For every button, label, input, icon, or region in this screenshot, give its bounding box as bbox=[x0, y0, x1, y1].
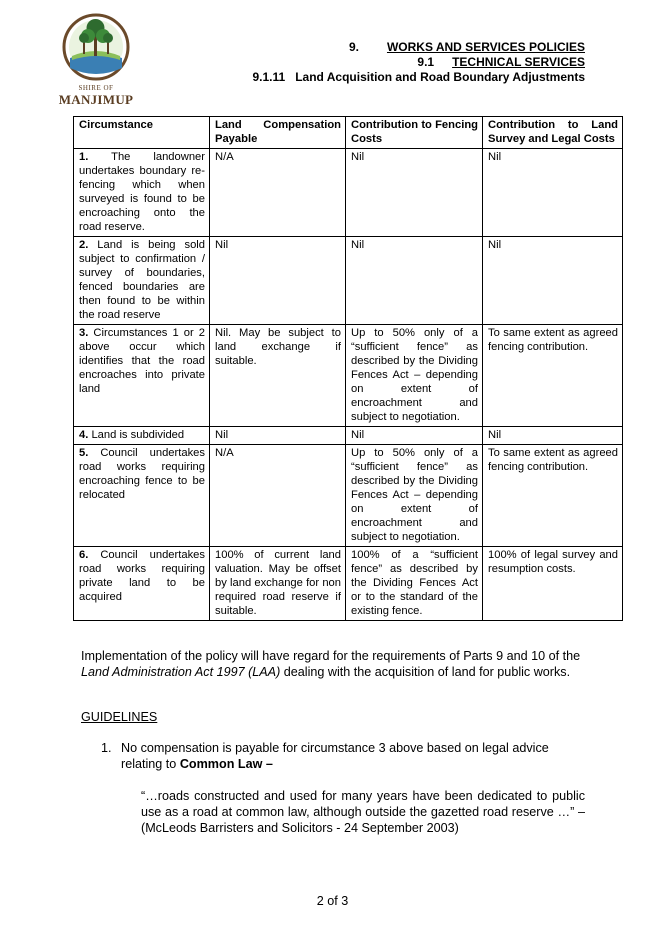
policy-table bbox=[73, 116, 623, 621]
cell-circumstance bbox=[74, 547, 210, 621]
table-row bbox=[74, 445, 623, 547]
column-header-compensation: Land Compensation Payable bbox=[210, 117, 346, 149]
cell-circumstance bbox=[74, 325, 210, 427]
table-row bbox=[74, 149, 623, 237]
implementation-text-end: dealing with the acquisition of land for public works. bbox=[280, 665, 571, 679]
table-header-row bbox=[74, 117, 623, 149]
cell-survey: To same extent as agreed fencing contribution. bbox=[483, 445, 623, 547]
circumstance-text: Circumstances 1 or 2 above occur which identifies that the road encroaches into private land bbox=[79, 327, 206, 395]
header-subsection bbox=[417, 55, 585, 69]
row-number: 5. bbox=[79, 447, 89, 459]
header-subsection-title: TECHNICAL SERVICES bbox=[452, 55, 585, 69]
circumstance-text: The landowner undertakes boundary re-fencing which when surveyed is found to be encroaching onto the road reserve. bbox=[79, 151, 206, 233]
guideline-number: 1. bbox=[101, 741, 112, 755]
row-number: 1. bbox=[79, 151, 89, 163]
circumstance-text: Council undertakes road works requiring private land to be acquired bbox=[79, 549, 205, 603]
guidelines-heading: GUIDELINES bbox=[81, 710, 158, 724]
cell-compensation: 100% of current land valuation. May be offset by land exchange for non required road reserve if suitable. bbox=[210, 547, 346, 621]
cell-survey: Nil bbox=[483, 427, 623, 445]
implementation-paragraph bbox=[81, 648, 591, 680]
cell-survey: 100% of legal survey and resumption costs. bbox=[483, 547, 623, 621]
cell-survey: Nil bbox=[483, 149, 623, 237]
cell-fencing: 100% of a “sufficient fence” as described by the Dividing Fences Act or to the standard of the existing fence. bbox=[346, 547, 483, 621]
header-policy-title: Land Acquisition and Road Boundary Adjustments bbox=[295, 70, 585, 84]
header-section-number: 9. bbox=[348, 40, 359, 54]
circumstance-text: Land is being sold subject to confirmation / survey of boundaries, fenced boundaries are then found to be within the road reserve bbox=[79, 239, 205, 321]
cell-survey: To same extent as agreed fencing contribution. bbox=[483, 325, 623, 427]
cell-compensation: Nil bbox=[210, 427, 346, 445]
row-number: 4. bbox=[79, 429, 89, 441]
header-subsection-number: 9.1 bbox=[417, 55, 435, 69]
table-row bbox=[74, 547, 623, 621]
circumstance-text: Land is subdivided bbox=[91, 429, 185, 441]
cell-fencing: Up to 50% only of a “sufficient fence” as described by the Dividing Fences Act – depending on extent of encroachment and subject to negotiation. bbox=[346, 325, 483, 427]
column-header-fencing: Contribution to Fencing Costs bbox=[346, 117, 483, 149]
column-header-survey: Contribution to Land Survey and Legal Costs bbox=[483, 117, 623, 149]
guideline-bold: Common Law – bbox=[179, 757, 273, 771]
column-header-circumstance: Circumstance bbox=[74, 117, 210, 149]
header-section bbox=[349, 40, 585, 54]
cell-circumstance bbox=[74, 445, 210, 547]
header-policy bbox=[253, 70, 586, 84]
row-number: 3. bbox=[79, 327, 89, 339]
table-row bbox=[74, 237, 623, 325]
cell-circumstance bbox=[74, 237, 210, 325]
cell-compensation: Nil. May be subject to land exchange if suitable. bbox=[210, 325, 346, 427]
table-row bbox=[74, 427, 623, 445]
cell-compensation: N/A bbox=[210, 149, 346, 237]
cell-survey: Nil bbox=[483, 237, 623, 325]
cell-compensation: Nil bbox=[210, 237, 346, 325]
guideline-item bbox=[101, 740, 591, 772]
guideline-text-wrap bbox=[121, 740, 591, 772]
cell-fencing: Nil bbox=[346, 149, 483, 237]
header-section-title: WORKS AND SERVICES POLICIES bbox=[386, 40, 585, 54]
guideline-text: No compensation is payable for circumstance 3 above based on legal advice relating to bbox=[121, 741, 549, 771]
cell-circumstance bbox=[74, 149, 210, 237]
circumstance-text: Council undertakes road works requiring encroaching fence to be relocated bbox=[79, 447, 205, 501]
row-number: 6. bbox=[79, 549, 89, 561]
row-number: 2. bbox=[79, 239, 89, 251]
cell-compensation: N/A bbox=[210, 445, 346, 547]
implementation-text: Implementation of the policy will have regard for the requirements of Parts 9 and 10 of the bbox=[81, 649, 581, 663]
header-policy-number: 9.1.11 bbox=[252, 70, 286, 84]
logo-line2: MANJIMUP bbox=[58, 92, 134, 107]
logo-line1: SHIRE OF bbox=[78, 84, 114, 92]
act-name: Land Administration Act 1997 (LAA) bbox=[81, 665, 281, 679]
table-row bbox=[74, 325, 623, 427]
cell-fencing: Up to 50% only of a “sufficient fence” as described by the Dividing Fences Act – depending on extent of encroachment and subject to negotiation. bbox=[346, 445, 483, 547]
legal-quote: “…roads constructed and used for many years have been dedicated to public use as a road at common law, although outside the gazetted road reserve …” – (McLeods Barristers and Solicitors - 24 September 2003) bbox=[141, 789, 585, 835]
page-number: 2 of 3 bbox=[316, 894, 349, 908]
cell-fencing: Nil bbox=[346, 237, 483, 325]
cell-circumstance bbox=[74, 427, 210, 445]
cell-fencing: Nil bbox=[346, 427, 483, 445]
